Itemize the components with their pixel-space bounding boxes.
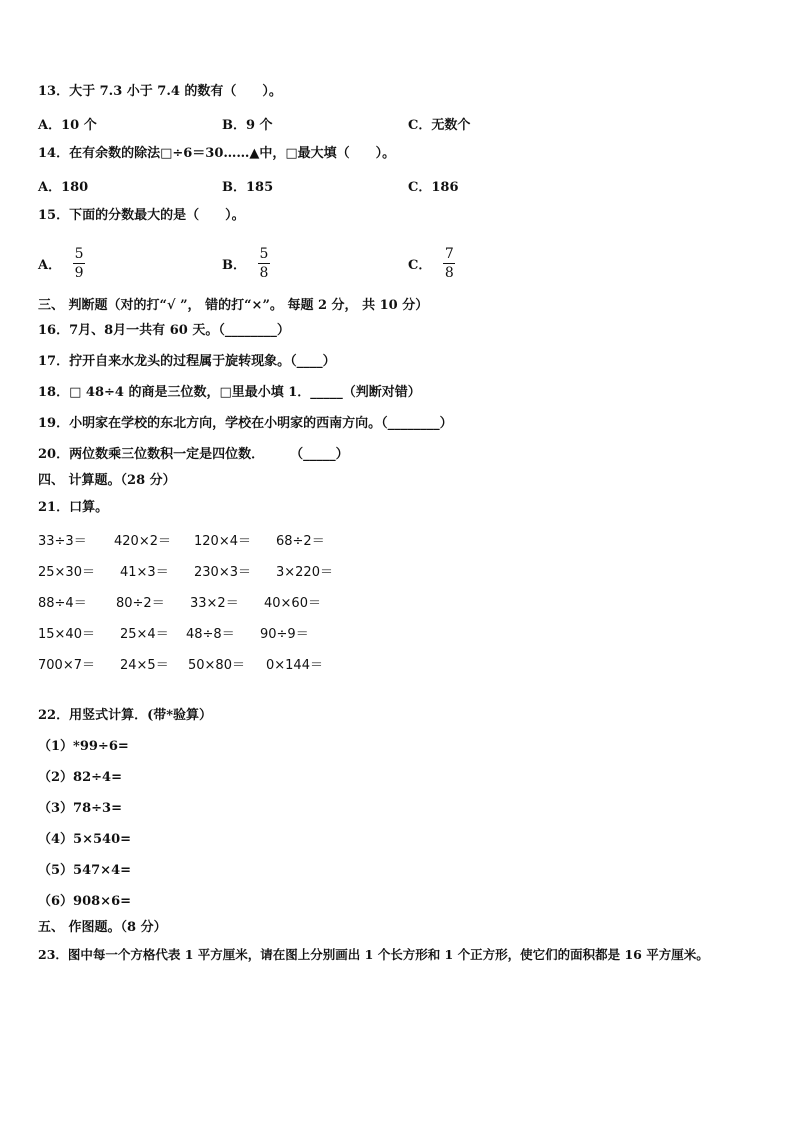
fraction [258, 245, 270, 282]
question-21: 21．口算。 [38, 500, 109, 515]
numerator: 7 [444, 245, 454, 262]
oral-item: 15×40＝ [38, 627, 95, 642]
question-13: 13．大于 7.3 小于 7.4 的数有（ ）。 [38, 84, 282, 99]
oral-row-1 [38, 530, 758, 550]
question-15-options [38, 240, 738, 286]
option-b[interactable]: B．185 [222, 180, 274, 195]
section-3-heading: 三、 判断题（对的打“√ ”， 错的打“×”。 每题 2 分， 共 10 分） [38, 298, 429, 313]
oral-item: 41×3＝ [120, 565, 169, 580]
oral-item: 120×4＝ [194, 534, 251, 549]
oral-item: 25×4＝ [120, 627, 169, 642]
question-19: 19．小明家在学校的东北方向，学校在小明家的西南方向。（________） [38, 416, 453, 431]
option-label: B． [222, 257, 246, 273]
question-14-options [38, 176, 738, 196]
oral-item: 40×60＝ [264, 596, 321, 611]
option-c[interactable]: C．186 [408, 180, 459, 195]
question-17: 17．拧开自来水龙头的过程属于旋转现象。（____） [38, 354, 336, 369]
oral-item: 420×2＝ [114, 534, 171, 549]
option-a[interactable]: A．180 [38, 180, 89, 195]
oral-row-5 [38, 654, 758, 674]
oral-item: 24×5＝ [120, 658, 169, 673]
fraction [73, 245, 85, 282]
numerator: 5 [259, 245, 269, 262]
oral-item: 80÷2＝ [116, 596, 165, 611]
oral-row-2 [38, 561, 758, 581]
option-b[interactable]: B．9 个 [222, 118, 273, 133]
vertical-item-3: （3）78÷3= [38, 801, 122, 816]
numerator: 5 [74, 245, 84, 262]
question-22: 22．用竖式计算．(带*验算） [38, 708, 213, 723]
question-13-options [38, 114, 738, 134]
oral-item: 33×2＝ [190, 596, 239, 611]
denominator: 8 [259, 264, 269, 281]
denominator: 9 [74, 264, 84, 281]
question-23: 23．图中每一个方格代表 1 平方厘米，请在图上分别画出 1 个长方形和 1 个正方形，使它们的面积都是 16 平方厘米。 [38, 947, 709, 962]
vertical-item-6: （6）908×6= [38, 894, 132, 909]
fraction [443, 245, 455, 282]
question-15: 15．下面的分数最大的是（ ）。 [38, 208, 245, 223]
option-c[interactable]: C．无数个 [408, 118, 471, 133]
vertical-item-4: （4）5×540= [38, 832, 132, 847]
question-16: 16．7月、8月一共有 60 天。（________） [38, 323, 290, 338]
oral-item: 230×3＝ [194, 565, 251, 580]
oral-item: 88÷4＝ [38, 596, 87, 611]
oral-item: 33÷3＝ [38, 534, 87, 549]
oral-row-4 [38, 623, 758, 643]
oral-item: 90÷9＝ [260, 627, 309, 642]
option-label: C． [408, 257, 432, 273]
question-18: 18．□ 48÷4 的商是三位数，□里最小填 1．_____（判断对错） [38, 385, 421, 400]
section-4-heading: 四、 计算题。（28 分） [38, 473, 176, 488]
question-14: 14．在有余数的除法□÷6＝30……▲中，□最大填（ ）。 [38, 146, 396, 161]
oral-item: 25×30＝ [38, 565, 95, 580]
option-a[interactable]: A．10 个 [38, 118, 97, 133]
question-20: 20．两位数乘三位数积一定是四位数． （_____） [38, 447, 349, 462]
option-label: A． [38, 257, 62, 273]
oral-row-3 [38, 592, 758, 612]
denominator: 8 [444, 264, 454, 281]
vertical-item-5: （5）547×4= [38, 863, 132, 878]
oral-item: 48÷8＝ [186, 627, 235, 642]
option-b[interactable] [222, 240, 270, 286]
option-a[interactable] [38, 240, 85, 286]
option-c[interactable] [408, 240, 455, 286]
section-5-heading: 五、 作图题。（8 分） [38, 920, 167, 935]
vertical-item-1: （1）*99÷6= [38, 739, 129, 754]
oral-item: 0×144＝ [266, 658, 323, 673]
oral-item: 700×7＝ [38, 658, 95, 673]
oral-item: 68÷2＝ [276, 534, 325, 549]
oral-item: 50×80＝ [188, 658, 245, 673]
vertical-item-2: （2）82÷4= [38, 770, 122, 785]
oral-item: 3×220＝ [276, 565, 333, 580]
